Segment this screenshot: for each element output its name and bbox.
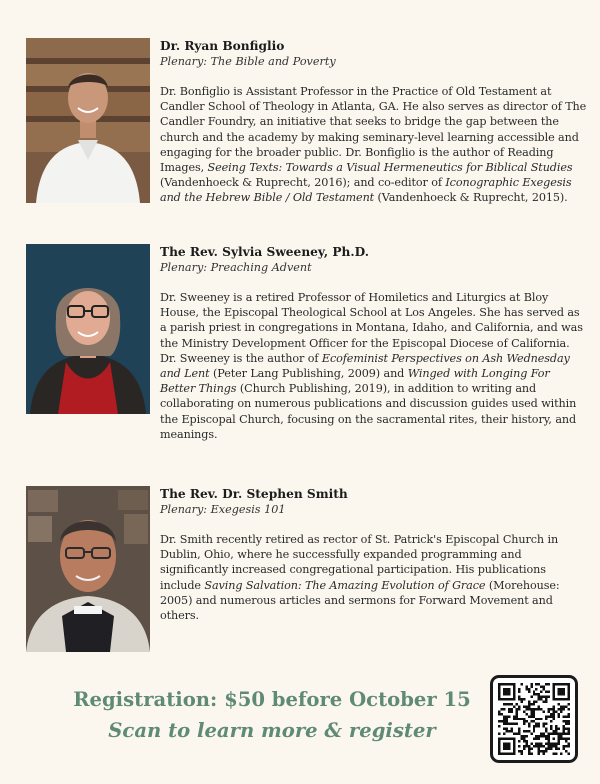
speaker-bio: Dr. Smith recently retired as rector of St. Patrick's Episcopal Church in Dublin, Ohio, where he successfully expanded programming and significantly increased congregational participation. His publications include Saving Salvation: The Amazing Evolution of Grace (Morehouse: 2005) and numerous articles and sermons for Forward Movement and others.	[160, 533, 560, 623]
speaker-photo-sweeney	[26, 244, 150, 414]
registration-footer	[0, 680, 600, 784]
scan-prompt: Scan to learn more & register	[108, 719, 436, 742]
portrait-image	[26, 486, 150, 652]
speaker-photo-smith	[26, 486, 150, 652]
plenary-title: Plenary: The Bible and Poverty	[160, 55, 336, 68]
qr-code-icon	[498, 683, 570, 755]
speaker-name: The Rev. Dr. Stephen Smith	[160, 487, 348, 501]
plenary-title: Plenary: Preaching Advent	[160, 261, 312, 274]
speaker-name: The Rev. Sylvia Sweeney, Ph.D.	[160, 245, 369, 259]
plenary-title: Plenary: Exegesis 101	[160, 503, 286, 516]
portrait-image	[26, 244, 150, 414]
speaker-name: Dr. Ryan Bonfiglio	[160, 39, 285, 53]
qr-code[interactable]	[490, 675, 578, 763]
speaker-bio: Dr. Bonfiglio is Assistant Professor in the Practice of Old Testament at Candler School of Theology in Atlanta, GA. He also serves as director of The Candler Foundry, an initiative that seeks to bridge the gap between the church and the academy by making seminary-level learning accessible and engaging for the broader public. Dr. Bonfiglio is the author of Reading Images, Seeing Texts: Towards a Visual Hermeneutics for Biblical Studies (Vandenhoeck & Ruprecht, 2016); and co-editor of Iconographic Exegesis and the Hebrew Bible / Old Testament (Vandenhoeck & Ruprecht, 2015).	[160, 85, 587, 205]
registration-price: Registration: $50 before October 15	[73, 688, 471, 711]
speaker-photo-bonfiglio	[26, 38, 150, 203]
portrait-image	[26, 38, 150, 203]
speaker-bio: Dr. Sweeney is a retired Professor of Homiletics and Liturgics at Bloy House, the Episcopal Theological School at Los Angeles. She has served as a parish priest in congregations in Montana, Idaho, and California, and was the Ministry Development Officer for the Episcopal Diocese of California. Dr. Sweeney is the author of Ecofeminist Perspectives on Ash Wednesday and Lent (Peter Lang Publishing, 2009) and Winged with Longing For Better Things (Church Publishing, 2019), in addition to writing and collaborating on numerous publications and discussion guides used within the Episcopal Church, focusing on the sacramental rites, their history, and meanings.	[160, 291, 583, 441]
